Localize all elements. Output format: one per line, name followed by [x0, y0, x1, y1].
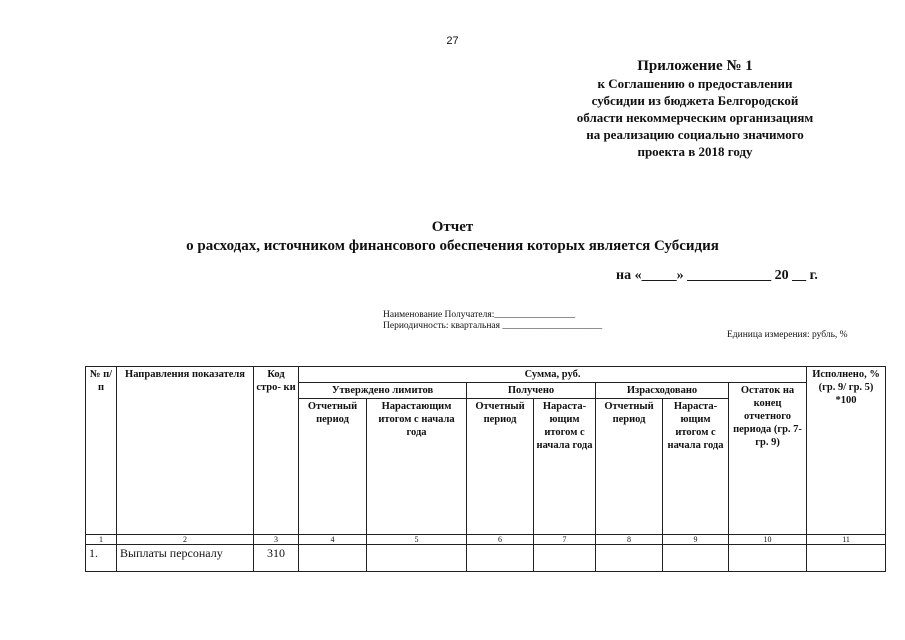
appendix-header: [540, 58, 850, 160]
header-approved: Утверждено лимитов: [299, 383, 467, 399]
header-balance: Остаток на конец отчетного периода (гр. 7- гр. 9): [729, 383, 807, 535]
appendix-line: Приложение № 1: [637, 58, 753, 74]
appendix-line: субсидии из бюджета Белгородской: [591, 93, 799, 108]
report-date-line: на «_____» ____________ 20 __ г.: [616, 268, 818, 283]
unit-label: Единица измерения: рубль, %: [727, 330, 848, 340]
report-table: [85, 366, 886, 572]
cell-empty: [729, 545, 807, 572]
header-direction: Направления показателя: [117, 367, 254, 535]
column-number: 3: [254, 535, 299, 545]
appendix-line: на реализацию социально значимого: [586, 127, 804, 142]
column-number: 8: [596, 535, 663, 545]
header-spent-period: Отчетный период: [596, 399, 663, 535]
report-title: [0, 218, 905, 256]
column-number: 7: [534, 535, 596, 545]
cell-empty: [807, 545, 886, 572]
header-spent: Израсходовано: [596, 383, 729, 399]
header-approved-cumulative: Нарастающим итогом с начала года: [367, 399, 467, 535]
column-number: 6: [467, 535, 534, 545]
header-spent-cumulative: Нараста- ющим итогом с начала года: [663, 399, 729, 535]
row-num: 1.: [86, 545, 117, 572]
column-number: 10: [729, 535, 807, 545]
report-title-main: Отчет: [431, 219, 474, 235]
row-direction: Выплаты персоналу: [117, 545, 254, 572]
periodicity-label: Периодичность: квартальная _____________________: [383, 321, 603, 331]
header-received: Получено: [467, 383, 596, 399]
table-row: [86, 545, 886, 572]
column-number: 1: [86, 535, 117, 545]
header-sum: Сумма, руб.: [299, 367, 807, 383]
appendix-line: области некоммерческим организациям: [576, 110, 814, 125]
appendix-line: проекта в 2018 году: [637, 144, 753, 159]
page-number: 27: [446, 35, 459, 47]
cell-empty: [663, 545, 729, 572]
cell-empty: [367, 545, 467, 572]
header-approved-period: Отчетный период: [299, 399, 367, 535]
report-title-subtitle: о расходах, источником финансового обеспечения которых является Субсидия: [186, 238, 719, 254]
column-number: 2: [117, 535, 254, 545]
header-received-cumulative: Нараста- ющим итогом с начала года: [534, 399, 596, 535]
header-num: № п/п: [86, 367, 117, 535]
recipient-label: Наименование Получателя:_________________: [383, 310, 576, 320]
column-number: 11: [807, 535, 886, 545]
header-received-period: Отчетный период: [467, 399, 534, 535]
cell-empty: [534, 545, 596, 572]
header-executed: Исполнено, % (гр. 9/ гр. 5) *100: [807, 367, 886, 535]
column-number: 5: [367, 535, 467, 545]
column-number: 4: [299, 535, 367, 545]
cell-empty: [467, 545, 534, 572]
cell-empty: [596, 545, 663, 572]
header-code: Код стро- ки: [254, 367, 299, 535]
cell-empty: [299, 545, 367, 572]
row-code: 310: [254, 545, 299, 572]
appendix-line: к Соглашению о предоставлении: [597, 76, 793, 91]
column-number: 9: [663, 535, 729, 545]
